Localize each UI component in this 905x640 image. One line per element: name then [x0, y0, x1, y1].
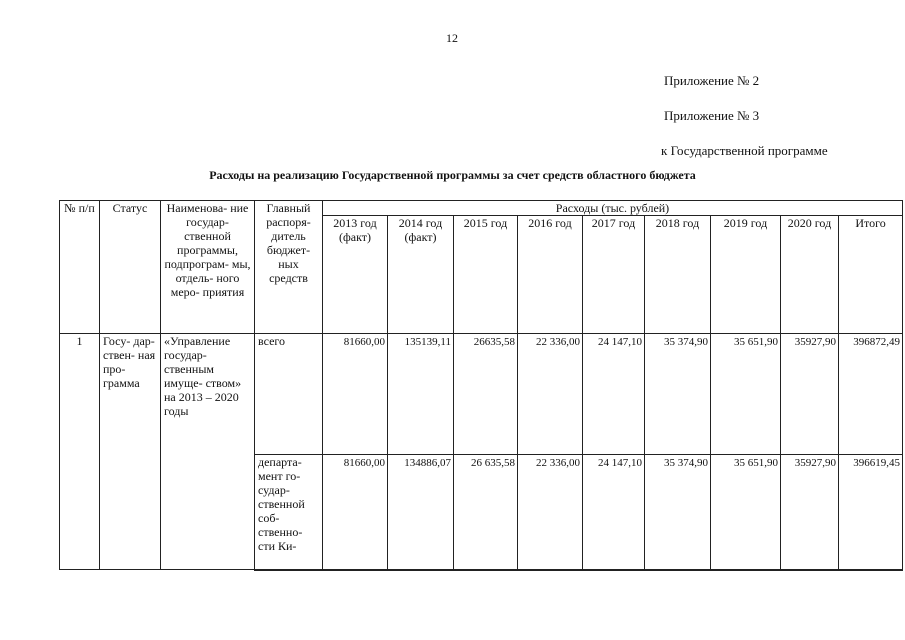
- row-num: 1: [60, 334, 100, 570]
- value-2020: 35927,90: [781, 334, 839, 455]
- value-2016: 22 336,00: [518, 334, 583, 455]
- value-2018: 35 374,90: [645, 455, 711, 570]
- value-2018: 35 374,90: [645, 334, 711, 455]
- value-2020: 35927,90: [781, 455, 839, 570]
- row-status: Госу- дар- ствен- ная про- грамма: [100, 334, 161, 570]
- header-year-2016: 2016 год: [518, 216, 583, 334]
- row-program-name: «Управление государ- ственным имуще- ством» на 2013 – 2020 годы: [161, 334, 255, 570]
- page-number: 12: [446, 31, 458, 45]
- appendix-line-1: Приложение № 2: [664, 73, 760, 88]
- header-year-2018: 2018 год: [645, 216, 711, 334]
- budget-table: [59, 200, 903, 571]
- header-total: Итого: [839, 216, 903, 334]
- value-2016: 22 336,00: [518, 455, 583, 570]
- header-num: № п/п: [60, 201, 100, 334]
- header-year-2013: 2013 год (факт): [323, 216, 388, 334]
- value-2017: 24 147,10: [583, 455, 645, 570]
- row-manager-total: всего: [255, 334, 323, 455]
- value-2013: 81660,00: [323, 334, 388, 455]
- value-2017: 24 147,10: [583, 334, 645, 455]
- document-title: Расходы на реализацию Государственной программы за счет средств областного бюджета: [209, 168, 696, 182]
- header-year-2020: 2020 год: [781, 216, 839, 334]
- value-2013: 81660,00: [323, 455, 388, 570]
- header-year-2019: 2019 год: [711, 216, 781, 334]
- header-expenses: Расходы (тыс. рублей): [323, 201, 903, 216]
- value-2019: 35 651,90: [711, 334, 781, 455]
- value-2014: 135139,11: [388, 334, 454, 455]
- header-manager: Главный распоря- дитель бюджет- ных средств: [255, 201, 323, 334]
- table-row-program-total: [60, 334, 903, 455]
- appendix-line-3: к Государственной программе: [661, 143, 828, 158]
- value-total: 396872,49: [839, 334, 903, 455]
- header-year-2017: 2017 год: [583, 216, 645, 334]
- header-status: Статус: [100, 201, 161, 334]
- row-manager-department: департа- мент го- судар- ственной соб- ственно- сти Ки-: [255, 455, 323, 570]
- value-2015: 26635,58: [454, 334, 518, 455]
- value-2015: 26 635,58: [454, 455, 518, 570]
- header-name: Наименова- ние государ- ственной программы, подпрограм- мы, отдель- ного меро- приятия: [161, 201, 255, 334]
- value-2019: 35 651,90: [711, 455, 781, 570]
- value-2014: 134886,07: [388, 455, 454, 570]
- header-row-top: [60, 201, 903, 216]
- header-year-2015: 2015 год: [454, 216, 518, 334]
- header-year-2014: 2014 год (факт): [388, 216, 454, 334]
- value-total: 396619,45: [839, 455, 903, 570]
- appendix-line-2: Приложение № 3: [664, 108, 760, 123]
